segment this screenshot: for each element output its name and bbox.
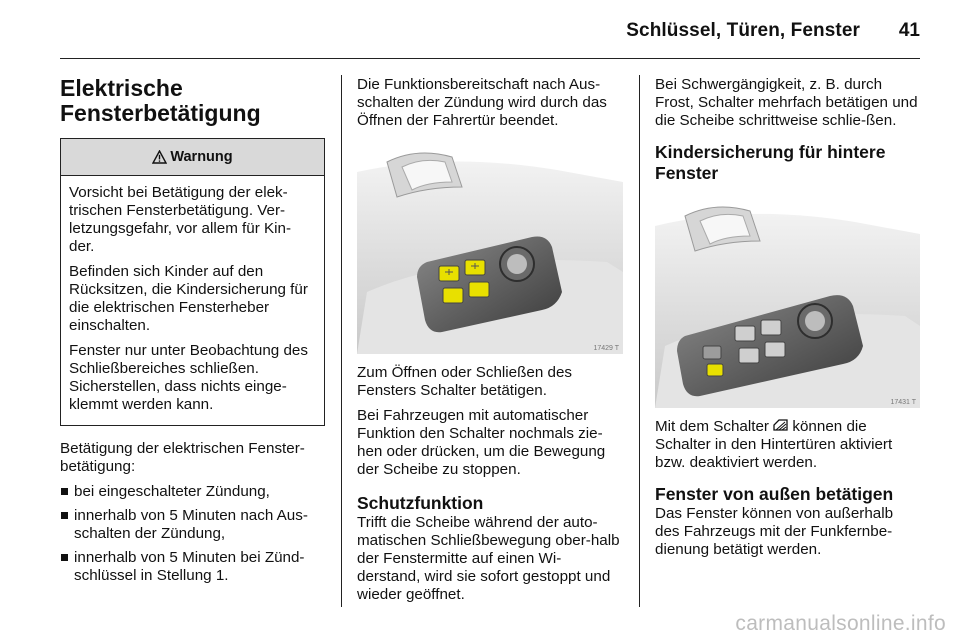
window-switch-photo (357, 142, 623, 354)
body-paragraph: Zum Öffnen oder Schließen des Fensters Schalter betätigen. (357, 364, 572, 399)
watermark: carmanualsonline.info (735, 612, 946, 635)
body-paragraph: Bei Fahrzeugen mit automatischer Funktion den Schalter nochmals zie-hen oder drücken, um die Bewegung der Scheibe zu stoppen. (357, 407, 606, 478)
image-code: 17431 T (890, 399, 916, 406)
body-paragraph (655, 418, 920, 472)
body-text: können die Schalter in den Hintertüren aktiviert bzw. deaktiviert werden. (655, 418, 893, 471)
warning-header (61, 139, 324, 176)
subsection-title: Schutzfunktion (357, 493, 484, 513)
page-number: 41 (898, 20, 920, 41)
warning-label: Warnung (170, 149, 233, 165)
header-title: Schlüssel, Türen, Fenster (626, 20, 860, 41)
page-header (0, 0, 960, 62)
header-divider (60, 58, 920, 59)
intro-text: Betätigung der elektrischen Fenster-betätigung: (60, 440, 305, 475)
subsection-title: Kindersicherung für hintere Fenster (655, 142, 886, 183)
child-lock-switch-photo (655, 196, 920, 408)
body-paragraph: Die Funktionsbereitschaft nach Aus-schalten der Zündung wird durch das Öffnen der Fahrertür beendet. (357, 76, 607, 129)
warning-paragraph: Fenster nur unter Beobachtung des Schließbereiches schließen. Sicherstellen, dass nichts einge-klemmt werden kann. (69, 342, 308, 413)
column-2 (357, 76, 623, 611)
column-divider-2 (639, 75, 640, 607)
section-title: Elektrische Fensterbetätigung (60, 75, 261, 126)
warning-body (61, 176, 324, 425)
body-paragraph: Trifft die Scheibe während der auto-matischen Schließbewegung ober-halb der Fenstermitte auf einen Wi-derstand, wird sie sofort gestoppt und wieder geöffnet. (357, 514, 620, 603)
warning-triangle-icon (152, 150, 167, 164)
list-item: innerhalb von 5 Minuten bei Zünd-schlüssel in Stellung 1. (60, 549, 325, 585)
body-text: Mit dem Schalter (655, 418, 774, 435)
warning-paragraph: Befinden sich Kinder auf den Rücksitzen, die Kindersicherung für die elektrischen Fensterheber einschalten. (69, 263, 308, 334)
list-item: bei eingeschalteter Zündung, (60, 483, 325, 501)
column-1 (60, 76, 325, 591)
column-divider-1 (341, 75, 342, 607)
condition-list (60, 483, 325, 585)
image-code: 17429 T (593, 345, 619, 352)
warning-paragraph: Vorsicht bei Betätigung der elek-trischen Fensterbetätigung. Ver-letzungsgefahr, vor allem für Kin-der. (69, 184, 292, 255)
column-3 (655, 76, 920, 566)
subsection-title: Fenster von außen betätigen (655, 484, 894, 504)
body-paragraph: Das Fenster können von außerhalb des Fahrzeugs mit der Funkfernbe-dienung betätigt werden. (655, 505, 894, 558)
list-item: innerhalb von 5 Minuten nach Aus-schalten der Zündung, (60, 507, 325, 543)
body-paragraph: Bei Schwergängigkeit, z. B. durch Frost, Schalter mehrfach betätigen und die Scheibe schrittweise schlie-ßen. (655, 76, 918, 129)
warning-box (60, 138, 325, 426)
child-lock-window-icon (773, 419, 788, 432)
